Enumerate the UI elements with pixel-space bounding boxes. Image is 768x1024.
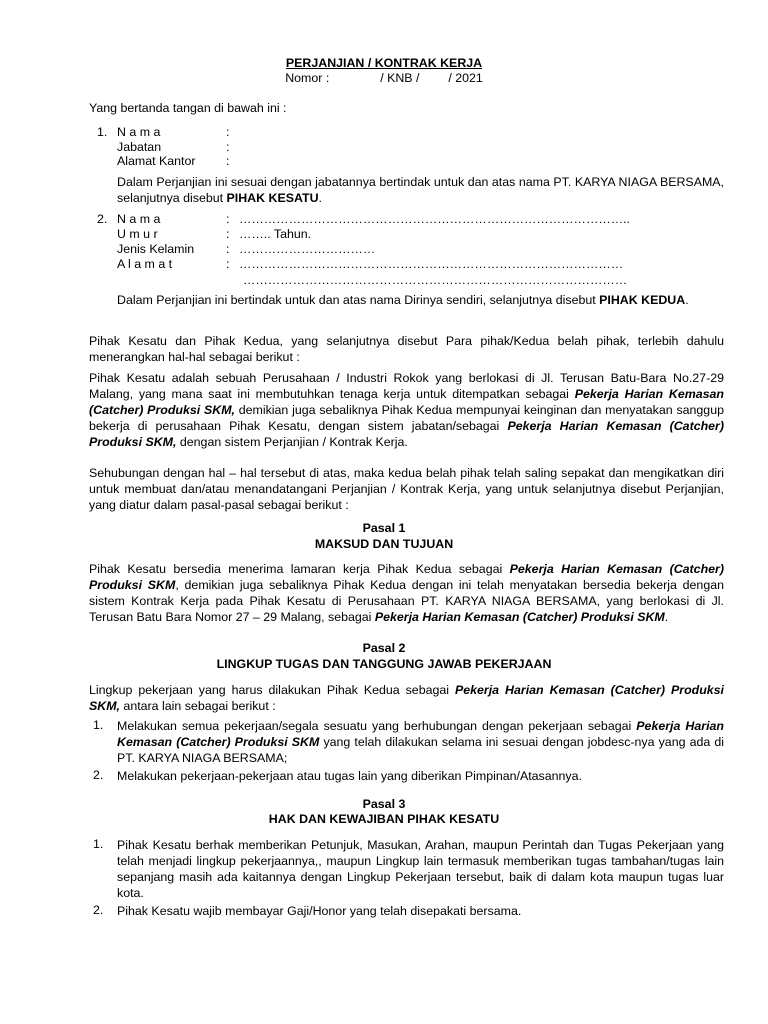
pasal2-job-title: Pekerja Harian Kemasan (Catcher) Produksi SKM, — [89, 683, 725, 713]
party1-nama-row — [0, 124, 768, 140]
party2-jk-value: …………………………… — [239, 242, 376, 256]
pasal3-title: HAK DAN KEWAJIBAN PIHAK KESATU — [268, 812, 500, 826]
party2-alamat-value-1: ………………………………………………………………………………… — [239, 257, 624, 271]
pasal1-job-title-1: Pekerja Harian Kemasan (Catcher) Produksi SKM — [89, 562, 724, 592]
party2-alamat-label: A l a m a t — [117, 257, 173, 271]
pasal2-intro — [89, 682, 724, 714]
pasal2-item1-text — [117, 718, 724, 766]
party1-alamat-label: Alamat Kantor — [117, 154, 196, 168]
para2-job-title-2: Pekerja Harian Kemasan (Catcher) Produksi SKM, — [89, 419, 724, 449]
party2-jk-colon: : — [226, 242, 230, 256]
party2-description — [117, 292, 724, 308]
pasal3-item2-number: 2. — [93, 903, 104, 917]
pasal1-text-c: , demikian juga sebaliknya Pihak Kedua dengan ini telah menyatakan bersedia bekerja dengan sistem Kontrak Kerja pada Pihak Kesatu di Perusahaan PT. KARYA NIAGA BERSAMA, yang berlokasi di Jl. Terusan Batu Bara Nomor 27 – 29 Malang, sebagai — [89, 578, 725, 624]
para2-text-e: dengan sistem Perjanjian / Kontrak Kerja. — [176, 435, 408, 449]
paragraph-pihak-kesatu — [89, 370, 724, 450]
pasal2-intro-end: antara lain sebagai berikut : — [119, 699, 276, 713]
pasal3-item1-text: Pihak Kesatu berhak memberikan Petunjuk, Masukan, Arahan, maupun Perintah dan Tugas Pekerjaan yang telah menjadi lingkup pekerjaannya,, maupun Lingkup lain termasuk memberikan tugas tambahan/tugas lain sepanjang masih ada kaitannya dengan Lingkup Pekerjaan tersebut, baik di dalam kota maupun tugas luar kota. — [117, 838, 724, 900]
party2-nama-value: ………………………………………………………………………………….. — [239, 212, 630, 226]
pasal3-item2-text: Pihak Kesatu wajib membayar Gaji/Honor yang telah disepakati bersama. — [117, 904, 522, 918]
document-title: PERJANJIAN / KONTRAK KERJA — [285, 56, 483, 70]
party2-alamat-colon: : — [226, 257, 230, 271]
party2-number: 2. — [97, 212, 108, 226]
party2-jk-label: Jenis Kelamin — [117, 242, 195, 256]
party2-umur-row — [0, 226, 768, 242]
pasal3-item1-number: 1. — [93, 837, 104, 851]
pasal2-title: LINGKUP TUGAS DAN TANGGUNG JAWAB PEKERJAAN — [216, 657, 552, 671]
intro-text: Yang bertanda tangan di bawah ini : — [89, 101, 287, 115]
party1-alamat-row — [0, 153, 768, 169]
party2-desc-text: Dalam Perjanjian ini bertindak untuk dan atas nama Dirinya sendiri, selanjutnya disebut — [117, 293, 600, 307]
party2-nama-row — [0, 211, 768, 227]
paragraph-para-pihak: Pihak Kesatu dan Pihak Kedua, yang selanjutnya disebut Para pihak/Kedua belah pihak, terlebih dahulu menerangkan hal-hal sebagai berikut : — [89, 334, 724, 364]
pasal1-text-a: Pihak Kesatu bersedia menerima lamaran kerja Pihak Kedua sebagai — [89, 562, 510, 576]
party1-desc-text: Dalam Perjanjian ini sesuai dengan jabatannya bertindak untuk dan atas nama PT. KARYA NIAGA BERSAMA, selanjutnya disebut — [117, 175, 724, 205]
pihak-kesatu-term: PIHAK KESATU — [226, 191, 319, 205]
party2-umur-value: …….. Tahun. — [239, 227, 312, 241]
pasal2-item1-job-title: Pekerja Harian Kemasan (Catcher) Produksi SKM — [117, 719, 724, 749]
party2-nama-label: N a m a — [117, 212, 161, 226]
pasal1-title: MAKSUD DAN TUJUAN — [314, 537, 454, 551]
pasal2-item1-text-a: Melakukan semua pekerjaan/segala sesuatu yang berhubungan dengan pekerjaan sebagai — [117, 719, 637, 733]
para2-text-c: demikian juga sebaliknya Pihak Kedua mempunyai keinginan dan menyatakan sanggup bekerja di perusahaan Pihak Kesatu, dengan sistem jabatan/sebagai — [89, 403, 724, 433]
party2-umur-label: U m u r — [117, 227, 158, 241]
party2-alamat-value-2: ………………………………………………………………………………… — [243, 273, 628, 287]
party1-jabatan-colon: : — [226, 140, 230, 154]
para2-job-title-1: Pekerja Harian Kemasan (Catcher) Produksi SKM, — [89, 387, 724, 417]
party1-number: 1. — [97, 125, 108, 139]
pihak-kedua-term: PIHAK KEDUA — [599, 293, 686, 307]
document-number — [0, 71, 768, 85]
pasal2-item1-text-c: yang telah dilakukan selama ini sesuai dengan jobdesc-nya yang ada di PT. KARYA NIAGA BERSAMA; — [117, 735, 724, 765]
pasal2-item2-text: Melakukan pekerjaan-pekerjaan atau tugas lain yang diberikan Pimpinan/Atasannya. — [117, 769, 582, 783]
party2-umur-colon: : — [226, 227, 230, 241]
party1-desc-end: . — [318, 191, 322, 205]
nomor-part2: / 2021 — [448, 71, 483, 85]
pasal1-job-title-2: Pekerja Harian Kemasan (Catcher) Produksi SKM — [374, 610, 665, 624]
pasal2-number: Pasal 2 — [362, 641, 406, 655]
party1-nama-colon: : — [226, 125, 230, 139]
party1-alamat-colon: : — [226, 154, 230, 168]
pasal1-number: Pasal 1 — [362, 521, 406, 535]
party2-jk-row — [0, 241, 768, 257]
paragraph-sehubungan: Sehubungan dengan hal – hal tersebut di atas, maka kedua belah pihak telah saling sepakat dan mengikatkan diri untuk membuat dan/atau menandatangani Perjanjian / Kontrak Kerja, yang untuk selanjutnya disebut Perjanjian, yang diatur dalam pasal-pasal sebagai berikut : — [89, 466, 724, 512]
party1-description — [117, 174, 724, 206]
pasal2-item2-number: 2. — [93, 768, 104, 782]
party2-desc-end: . — [685, 293, 689, 307]
pasal1-text-e: . — [664, 610, 669, 624]
party2-alamat-row — [0, 256, 768, 272]
party1-nama-label: N a m a — [117, 125, 161, 139]
pasal2-item1-number: 1. — [93, 718, 104, 732]
nomor-label: Nomor : — [285, 71, 330, 85]
nomor-part1: / KNB / — [380, 71, 420, 85]
party2-nama-colon: : — [226, 212, 230, 226]
para2-text-a: Pihak Kesatu adalah sebuah Perusahaan / Industri Rokok yang berlokasi di Jl. Terusan Batu-Bara No.27-29 Malang, yang mana saat ini membutuhkan tenaga kerja untuk ditempatkan sebagai — [89, 371, 724, 401]
pasal1-body — [89, 561, 724, 625]
pasal2-intro-text: Lingkup pekerjaan yang harus dilakukan Pihak Kedua sebagai — [89, 683, 455, 697]
party2-alamat-row-2 — [0, 272, 768, 288]
pasal3-number: Pasal 3 — [362, 797, 406, 811]
party1-jabatan-label: Jabatan — [117, 140, 162, 154]
